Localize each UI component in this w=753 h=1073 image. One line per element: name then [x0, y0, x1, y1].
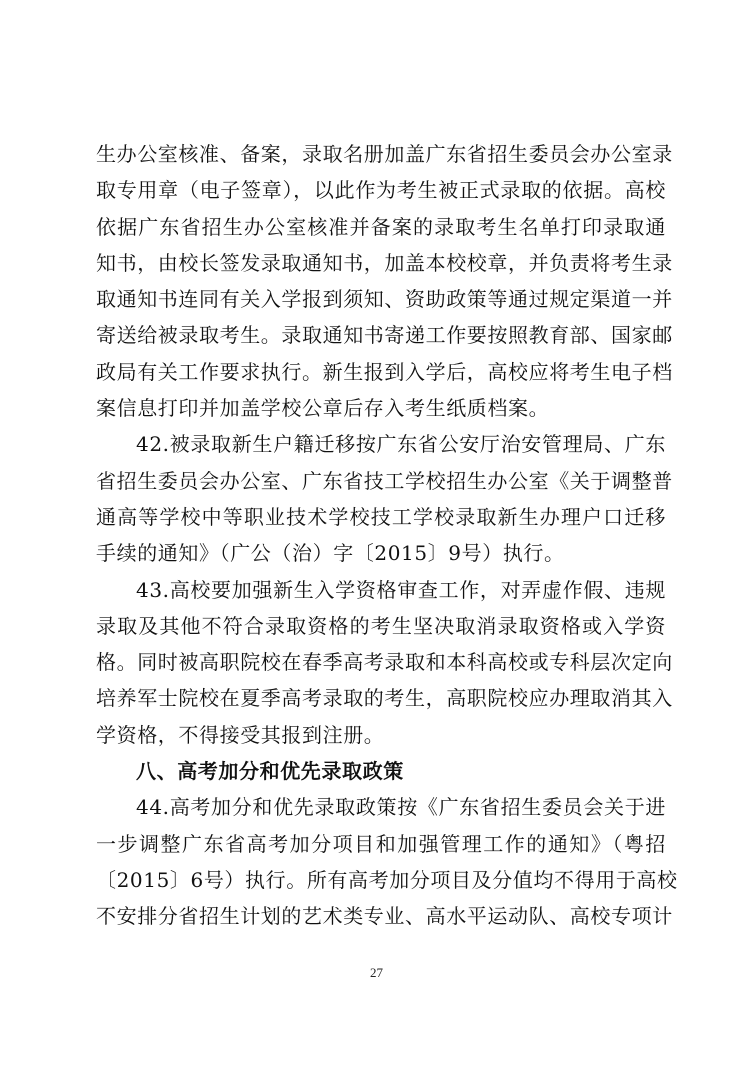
text-line: 政局有关工作要求执行。新生报到入学后，高校应将考生电子档: [96, 359, 673, 384]
paragraph-44-bonus-points: [96, 789, 678, 934]
section-heading: 八、高考加分和优先录取政策: [136, 759, 404, 784]
text-line: 手续的通知》（广公（治）字〔2015〕9号）执行。: [96, 541, 565, 566]
text-line: 知书，由校长签发录取通知书，加盖本校校章，并负责将考生录: [96, 250, 673, 275]
text-line: 〔2015〕6号）执行。所有高考加分项目及分值均不得用于高校: [96, 867, 678, 892]
text-line: 不安排分省招生计划的艺术类专业、高水平运动队、高校专项计: [96, 904, 673, 929]
text-line: 取通知书连同有关入学报到须知、资助政策等通过规定渠道一并: [96, 287, 673, 312]
paragraph-42-household-registration: [96, 426, 673, 571]
paragraph-43-eligibility-review: [96, 572, 673, 753]
text-line: 取专用章（电子签章），以此作为考生被正式录取的依据。高校: [96, 178, 666, 203]
text-line: 寄送给被录取考生。录取通知书寄递工作要按照教育部、国家邮: [96, 323, 673, 348]
text-line: 格。同时被高职院校在春季高考录取和本科高校或专科层次定向: [96, 650, 673, 675]
text-line: 依据广东省招生办公室核准并备案的录取考生名单打印录取通: [96, 214, 666, 239]
text-line: 培养军士院校在夏季高考录取的考生，高职院校应办理取消其入: [96, 686, 673, 711]
text-line: 学资格，不得接受其报到注册。: [96, 722, 385, 747]
text-line: 44.高考加分和优先录取政策按《广东省招生委员会关于进: [136, 795, 666, 820]
text-line: 42.被录取新生户籍迁移按广东省公安厅治安管理局、广东: [136, 432, 666, 457]
text-line: 43.高校要加强新生入学资格审查工作，对弄虚作假、违规: [136, 577, 666, 602]
text-line: 录取及其他不符合录取资格的考生坚决取消录取资格或入学资: [96, 613, 666, 638]
text-line: 通高等学校中等职业技术学校技工学校录取新生办理户口迁移: [96, 504, 666, 529]
text-line: 一步调整广东省高考加分项目和加强管理工作的通知》（粤招: [96, 831, 666, 856]
page-number: 27: [370, 965, 383, 980]
text-line: 省招生委员会办公室、广东省技工学校招生办公室《关于调整普: [96, 468, 673, 493]
paragraph-admission-notice: [96, 136, 673, 426]
text-line: 生办公室核准、备案，录取名册加盖广东省招生委员会办公室录: [96, 142, 673, 166]
text-line: 案信息打印并加盖学校公章后存入考生纸质档案。: [96, 396, 550, 421]
document-body: [96, 136, 678, 935]
